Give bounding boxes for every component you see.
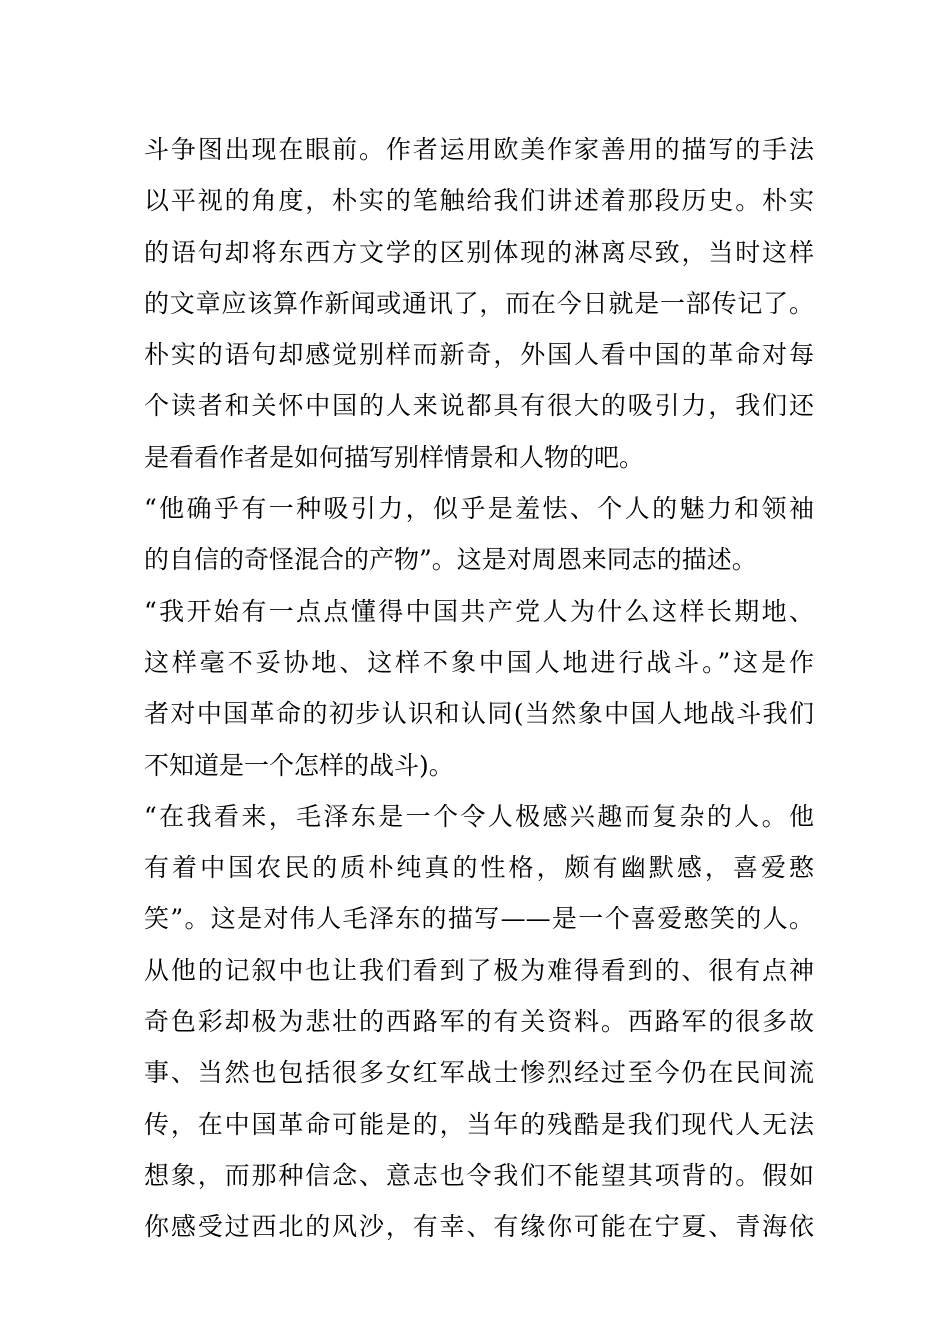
text-line: “他确乎有一种吸引力，似乎是羞怯、个人的魅力和领袖 <box>144 494 814 524</box>
text-line: 以平视的角度，朴实的笔触给我们讲述着那段历史。朴实 <box>144 186 814 216</box>
text-line: 朴实的语句却感觉别样而新奇，外国人看中国的革命对每 <box>144 340 814 370</box>
text-line: 传，在中国革命可能是的，当年的残酷是我们现代人无法 <box>144 1109 814 1139</box>
body-text <box>144 124 814 1253</box>
text-line: 有着中国农民的质朴纯真的性格，颇有幽默感，喜爱憨 <box>144 853 814 883</box>
text-line: 者对中国革命的初步认识和认同(当然象中国人地战斗我们 <box>144 699 814 729</box>
text-line: 想象，而那种信念、意志也令我们不能望其项背的。假如 <box>144 1160 814 1190</box>
text-line: “我开始有一点点懂得中国共产党人为什么这样长期地、 <box>144 596 814 626</box>
text-line: 事、当然也包括很多女红军战士惨烈经过至今仍在民间流 <box>144 1058 814 1088</box>
text-line: 的语句却将东西方文学的区别体现的淋离尽致，当时这样 <box>144 237 814 267</box>
text-line: 从他的记叙中也让我们看到了极为难得看到的、很有点神 <box>144 955 814 985</box>
text-line: 笑”。这是对伟人毛泽东的描写——是一个喜爱憨笑的人。 <box>144 904 814 934</box>
text-line: 不知道是一个怎样的战斗)。 <box>144 750 454 780</box>
text-line: 你感受过西北的风沙，有幸、有缘你可能在宁夏、青海依 <box>144 1212 814 1242</box>
text-line: 这样毫不妥协地、这样不象中国人地进行战斗。”这是作 <box>144 647 814 677</box>
text-line: 的自信的奇怪混合的产物”。这是对周恩来同志的描述。 <box>144 545 757 575</box>
text-line: “在我看来，毛泽东是一个令人极感兴趣而复杂的人。他 <box>144 801 814 831</box>
text-line: 的文章应该算作新闻或通讯了，而在今日就是一部传记了。 <box>144 288 814 318</box>
text-line: 个读者和关怀中国的人来说都具有很大的吸引力，我们还 <box>144 391 814 421</box>
text-line: 是看看作者是如何描写别样情景和人物的吧。 <box>144 442 645 472</box>
text-line: 斗争图出现在眼前。作者运用欧美作家善用的描写的手法 <box>144 135 814 164</box>
text-line: 奇色彩却极为悲壮的西路军的有关资料。西路军的很多故 <box>144 1007 814 1037</box>
